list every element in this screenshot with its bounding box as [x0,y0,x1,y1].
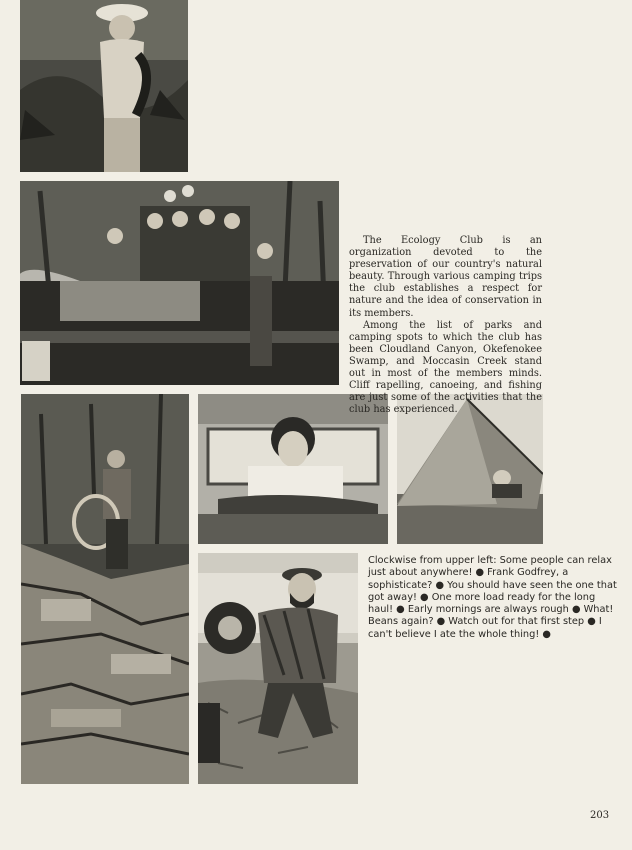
bleed-through [318,55,618,215]
photo-man-eating-beans [198,553,358,784]
article-paragraph-1: The Ecology Club is an organization devoted to the preservation of our country's natural beauty. Through various camping trips the club establishes a respect for nature and the idea of conservation in its members. [349,235,542,319]
photo-boy-with-fish [20,0,188,172]
photo-man-in-van [198,394,388,544]
photo-caption: Clockwise from upper left: Some people can relax just about anywhere! ● Frank Godfrey, a sophisticate? ● You should have seen the one that got away! ● One more load ready for the long haul! ● Early mornings are always rough ● What! Beans again? ● Watch out for that first step ● I can't believe I ate the whole thing! ● [368,555,617,640]
photo-group-on-truck [20,181,339,385]
article-paragraph-2: Among the list of parks and camping spots to which the club has been Cloudland Canyon, Okefenokee Swamp, and Moccasin Creek stand out in most of the members minds. Cliff rapelling, canoeing, and fishing are just some of the activities that the club has experienced. [349,319,542,416]
photo-tent [397,394,543,544]
article-text [349,235,542,416]
page-number: 203 [590,810,610,821]
photo-man-with-rope [21,394,189,784]
